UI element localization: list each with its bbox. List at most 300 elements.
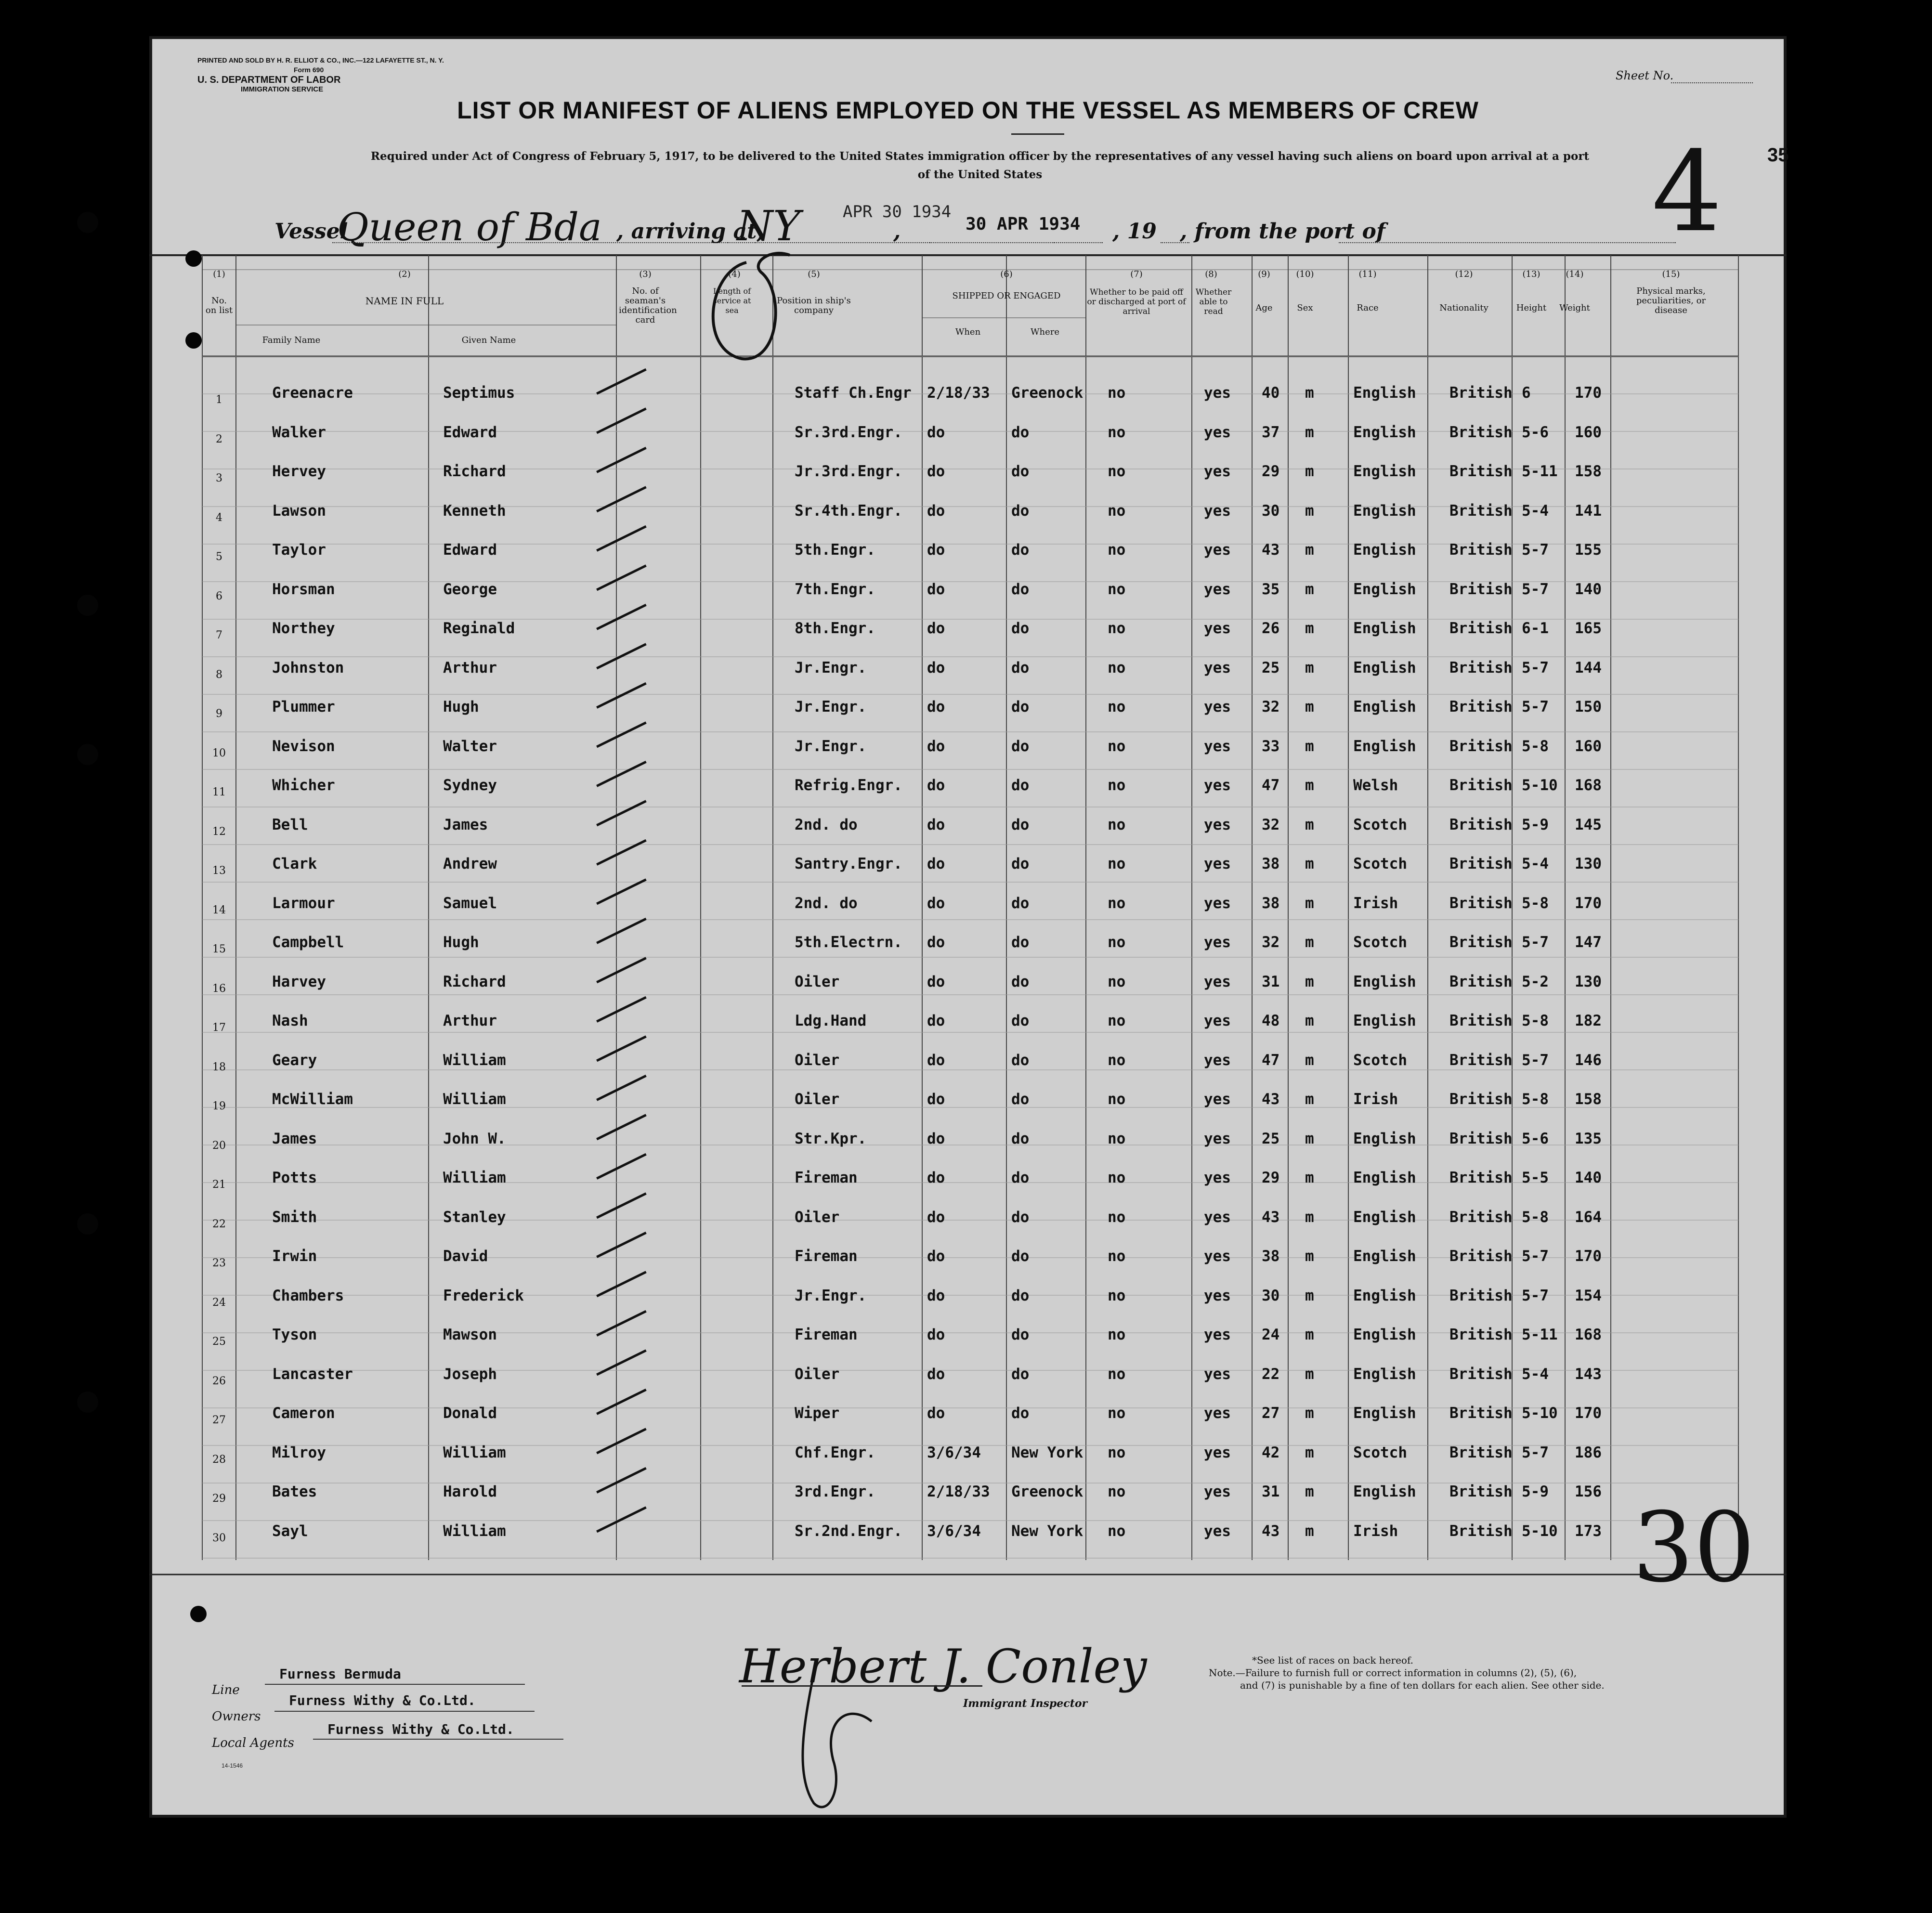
cell-nat: British — [1449, 737, 1513, 755]
cell-position: Wiper — [795, 1405, 840, 1422]
cell-height: 5-8 — [1522, 1091, 1549, 1108]
identification-card-slashes — [149, 36, 1787, 1818]
cell-nat: British — [1449, 1405, 1513, 1422]
slash-mark — [597, 1335, 646, 1390]
col-2-label: NAME IN FULL — [365, 295, 444, 307]
cell-sex: m — [1305, 737, 1314, 755]
cell-age: 43 — [1262, 541, 1280, 559]
inspector-signature: Herbert J. Conley — [739, 1640, 1147, 1693]
cell-age: 40 — [1262, 384, 1280, 402]
col-6-where: Where — [1030, 327, 1059, 337]
slash-mark — [597, 825, 646, 880]
row-number: 4 — [216, 511, 222, 524]
cell-race: English — [1353, 1483, 1416, 1500]
cell-sex: m — [1305, 1248, 1314, 1265]
row-number: 25 — [212, 1336, 226, 1348]
cell-age: 25 — [1262, 1130, 1280, 1147]
cell-position: Oiler — [795, 1051, 840, 1069]
cell-when: do — [927, 1287, 945, 1304]
cell-family: Lawson — [272, 502, 326, 520]
cell-height: 5-7 — [1522, 1444, 1549, 1461]
cell-race: English — [1353, 580, 1416, 598]
row-number: 27 — [212, 1414, 226, 1426]
cell-given: Samuel — [443, 894, 497, 912]
cell-where: do — [1011, 1405, 1030, 1422]
cell-when: do — [927, 1326, 945, 1343]
cell-family: Cameron — [272, 1405, 335, 1422]
cell-race: English — [1353, 1405, 1416, 1422]
cell-where: do — [1011, 1365, 1030, 1383]
cell-given: Harold — [443, 1483, 497, 1500]
cell-position: Oiler — [795, 1091, 840, 1108]
slash-mark — [597, 1492, 646, 1547]
cell-given: William — [443, 1169, 506, 1186]
cell-given: Walter — [443, 737, 497, 755]
cell-read: yes — [1204, 384, 1231, 402]
cell-when: do — [927, 1091, 945, 1108]
cell-nat: British — [1449, 1051, 1513, 1069]
cell-height: 5-7 — [1522, 659, 1549, 677]
cell-race: English — [1353, 737, 1416, 755]
col-11-number: (11) — [1358, 269, 1377, 279]
cell-given: Arthur — [443, 1012, 497, 1029]
cell-where: do — [1011, 855, 1030, 872]
cell-given: James — [443, 816, 488, 833]
cell-height: 5-9 — [1522, 816, 1549, 833]
cell-weight: 140 — [1575, 580, 1602, 598]
cell-family: James — [272, 1130, 317, 1147]
cell-height: 5-4 — [1522, 502, 1549, 520]
cell-where: New York — [1011, 1522, 1083, 1540]
cell-height: 6-1 — [1522, 620, 1549, 637]
cell-nat: British — [1449, 973, 1513, 990]
cell-nat: British — [1449, 1326, 1513, 1343]
cell-weight: 156 — [1575, 1483, 1602, 1500]
cell-race: English — [1353, 384, 1416, 402]
cell-sex: m — [1305, 816, 1314, 833]
row-number: 29 — [212, 1493, 226, 1505]
cell-family: Walker — [272, 423, 326, 441]
col-2-number: (2) — [398, 269, 411, 279]
cell-where: do — [1011, 580, 1030, 598]
row-number: 9 — [216, 708, 222, 720]
cell-race: English — [1353, 1248, 1416, 1265]
cell-when: do — [927, 934, 945, 951]
cell-age: 38 — [1262, 894, 1280, 912]
cell-weight: 143 — [1575, 1365, 1602, 1383]
cell-height: 5-8 — [1522, 894, 1549, 912]
cell-given: Sydney — [443, 777, 497, 794]
cell-age: 47 — [1262, 1051, 1280, 1069]
cell-nat: British — [1449, 620, 1513, 637]
row-number: 2 — [216, 433, 222, 445]
slash-mark — [597, 1139, 646, 1194]
cell-position: 2nd. do — [795, 894, 858, 912]
vessel-name: Queen of Bda — [337, 205, 602, 249]
cell-nat: British — [1449, 1130, 1513, 1147]
cell-given: Andrew — [443, 855, 497, 872]
cell-read: yes — [1204, 1522, 1231, 1540]
cell-read: yes — [1204, 1287, 1231, 1304]
cell-when: do — [927, 423, 945, 441]
date-stamp-1: APR 30 1934 — [843, 202, 952, 221]
cell-race: Scotch — [1353, 816, 1407, 833]
cell-race: English — [1353, 502, 1416, 520]
cell-height: 5-8 — [1522, 1012, 1549, 1029]
cell-weight: 160 — [1575, 737, 1602, 755]
cell-family: Bell — [272, 816, 308, 833]
cell-height: 5-8 — [1522, 1208, 1549, 1226]
cell-height: 5-7 — [1522, 1051, 1549, 1069]
cell-race: English — [1353, 973, 1416, 990]
cell-family: Lancaster — [272, 1365, 353, 1383]
slash-mark — [597, 393, 646, 448]
col-14-number: (14) — [1566, 269, 1584, 279]
cell-paid: no — [1108, 423, 1126, 441]
row-number: 15 — [212, 943, 226, 955]
row-number: 8 — [216, 668, 222, 681]
cell-family: Clark — [272, 855, 317, 872]
cell-family: Nash — [272, 1012, 308, 1029]
cell-given: George — [443, 580, 497, 598]
col-5-number: (5) — [808, 269, 820, 279]
cell-nat: British — [1449, 894, 1513, 912]
cell-given: Reginald — [443, 620, 515, 637]
cell-sex: m — [1305, 777, 1314, 794]
cell-family: Geary — [272, 1051, 317, 1069]
cell-sex: m — [1305, 1405, 1314, 1422]
cell-nat: British — [1449, 1287, 1513, 1304]
slash-mark — [597, 1375, 646, 1429]
cell-family: Taylor — [272, 541, 326, 559]
row-number: 26 — [212, 1375, 226, 1387]
slash-mark — [597, 433, 646, 487]
cell-given: Stanley — [443, 1208, 506, 1226]
cell-height: 5-11 — [1522, 1326, 1558, 1343]
cell-where: do — [1011, 934, 1030, 951]
penalty-note-1: Note.—Failure to furnish full or correct information in columns (2), (5), (6), — [1209, 1667, 1577, 1679]
line-value: Furness Bermuda — [279, 1666, 401, 1682]
line-label: Line — [212, 1683, 240, 1697]
cell-where: do — [1011, 1130, 1030, 1147]
cell-age: 29 — [1262, 1169, 1280, 1186]
cell-position: 7th.Engr. — [795, 580, 875, 598]
cell-sex: m — [1305, 1051, 1314, 1069]
cell-read: yes — [1204, 777, 1231, 794]
cell-weight: 164 — [1575, 1208, 1602, 1226]
cell-position: Str.Kpr. — [795, 1130, 867, 1147]
cell-position: Jr.Engr. — [795, 698, 867, 716]
cell-race: English — [1353, 541, 1416, 559]
cell-age: 42 — [1262, 1444, 1280, 1461]
cell-when: do — [927, 463, 945, 480]
slash-mark — [597, 1178, 646, 1233]
cell-height: 5-10 — [1522, 777, 1558, 794]
cell-where: do — [1011, 620, 1030, 637]
cell-paid: no — [1108, 777, 1126, 794]
cell-sex: m — [1305, 1444, 1314, 1461]
punch-hole — [185, 250, 202, 267]
cell-paid: no — [1108, 737, 1126, 755]
cell-where: do — [1011, 463, 1030, 480]
cell-read: yes — [1204, 816, 1231, 833]
cell-where: do — [1011, 1051, 1030, 1069]
cell-position: Santry.Engr. — [795, 855, 902, 872]
cell-paid: no — [1108, 580, 1126, 598]
cell-weight: 140 — [1575, 1169, 1602, 1186]
cell-read: yes — [1204, 1012, 1231, 1029]
cell-sex: m — [1305, 463, 1314, 480]
cell-family: Northey — [272, 620, 335, 637]
slash-mark — [597, 1061, 646, 1115]
vessel-label: Vessel — [274, 219, 348, 244]
cell-read: yes — [1204, 423, 1231, 441]
cell-weight: 158 — [1575, 1091, 1602, 1108]
from-port-label: , from the port of — [1180, 219, 1385, 244]
cell-position: Jr.Engr. — [795, 737, 867, 755]
col-6-number: (6) — [1000, 269, 1013, 279]
cell-given: Edward — [443, 423, 497, 441]
cell-where: do — [1011, 1012, 1030, 1029]
cell-age: 32 — [1262, 934, 1280, 951]
cell-family: Greenacre — [272, 384, 353, 402]
cell-when: 2/18/33 — [927, 1483, 990, 1500]
punch-hole — [77, 1392, 98, 1413]
cell-family: Horsman — [272, 580, 335, 598]
cell-where: do — [1011, 777, 1030, 794]
cell-paid: no — [1108, 816, 1126, 833]
cell-read: yes — [1204, 1326, 1231, 1343]
cell-sex: m — [1305, 580, 1314, 598]
row-number: 20 — [212, 1139, 226, 1152]
slash-mark — [597, 1218, 646, 1272]
cell-paid: no — [1108, 541, 1126, 559]
cell-sex: m — [1305, 973, 1314, 990]
row-number: 21 — [212, 1179, 226, 1191]
cell-position: 5th.Electrn. — [795, 934, 902, 951]
cell-height: 5-9 — [1522, 1483, 1549, 1500]
cell-when: do — [927, 580, 945, 598]
arrival-port: NY — [737, 202, 801, 250]
cell-weight: 170 — [1575, 1248, 1602, 1265]
cell-sex: m — [1305, 1365, 1314, 1383]
cell-where: Greenock — [1011, 384, 1083, 402]
handwritten-total: 30 — [1632, 1492, 1755, 1604]
cell-paid: no — [1108, 1051, 1126, 1069]
cell-when: 2/18/33 — [927, 384, 990, 402]
date-stamp-2: 30 APR 1934 — [966, 214, 1081, 234]
cell-paid: no — [1108, 1405, 1126, 1422]
col-13-number: (13) — [1522, 269, 1540, 279]
cell-nat: British — [1449, 580, 1513, 598]
slash-mark — [597, 786, 646, 840]
cell-race: Irish — [1353, 1091, 1398, 1108]
cell-where: do — [1011, 1091, 1030, 1108]
signature-flourish — [775, 1664, 920, 1818]
cell-paid: no — [1108, 384, 1126, 402]
cell-race: Scotch — [1353, 934, 1407, 951]
cell-paid: no — [1108, 1483, 1126, 1500]
cell-when: do — [927, 1405, 945, 1422]
row-number: 5 — [216, 551, 222, 563]
cell-when: do — [927, 1248, 945, 1265]
cell-given: Donald — [443, 1405, 497, 1422]
cell-where: do — [1011, 1326, 1030, 1343]
cell-sex: m — [1305, 855, 1314, 872]
col-1-label: No. on list — [205, 296, 233, 315]
col-8-label: Whether able to read — [1195, 287, 1232, 316]
cell-sex: m — [1305, 659, 1314, 677]
row-number: 11 — [212, 786, 226, 798]
handwritten-sheet-number: 4 — [1652, 128, 1723, 257]
manifest-sheet — [149, 36, 1787, 1818]
cell-age: 31 — [1262, 1483, 1280, 1500]
cell-given: Kenneth — [443, 502, 506, 520]
cell-position: Jr.Engr. — [795, 659, 867, 677]
cell-family: Irwin — [272, 1248, 317, 1265]
cell-read: yes — [1204, 1365, 1231, 1383]
cell-when: do — [927, 1208, 945, 1226]
cell-age: 31 — [1262, 973, 1280, 990]
cell-paid: no — [1108, 1248, 1126, 1265]
cell-race: English — [1353, 423, 1416, 441]
cell-race: Scotch — [1353, 1444, 1407, 1461]
cell-given: William — [443, 1051, 506, 1069]
cell-weight: 130 — [1575, 973, 1602, 990]
cell-race: English — [1353, 463, 1416, 480]
cell-position: Staff Ch.Engr — [795, 384, 912, 402]
cell-paid: no — [1108, 1326, 1126, 1343]
cell-age: 38 — [1262, 855, 1280, 872]
cell-sex: m — [1305, 934, 1314, 951]
cell-height: 5-2 — [1522, 973, 1549, 990]
cell-when: do — [927, 1169, 945, 1186]
cell-when: do — [927, 737, 945, 755]
row-number: 16 — [212, 982, 226, 995]
cell-family: Sayl — [272, 1522, 308, 1540]
arriving-label: , arriving at, — [616, 219, 764, 244]
cell-read: yes — [1204, 698, 1231, 716]
row-number: 7 — [216, 629, 222, 641]
cell-height: 5-4 — [1522, 855, 1549, 872]
slash-mark — [597, 1021, 646, 1076]
cell-family: Plummer — [272, 698, 335, 716]
punch-hole — [77, 744, 98, 765]
cell-read: yes — [1204, 541, 1231, 559]
slash-mark — [597, 982, 646, 1037]
row-number: 3 — [216, 472, 222, 484]
cell-weight: 154 — [1575, 1287, 1602, 1304]
cell-when: do — [927, 698, 945, 716]
cell-given: David — [443, 1248, 488, 1265]
cell-race: Scotch — [1353, 1051, 1407, 1069]
page-number: 35 — [1767, 144, 1789, 166]
cell-nat: British — [1449, 384, 1513, 402]
cell-race: English — [1353, 1365, 1416, 1383]
punch-hole — [190, 1606, 207, 1622]
cell-family: Smith — [272, 1208, 317, 1226]
col-14-label: Weight — [1559, 303, 1590, 313]
cell-race: English — [1353, 620, 1416, 637]
slash-mark — [597, 354, 646, 409]
cell-where: do — [1011, 816, 1030, 833]
cell-nat: British — [1449, 855, 1513, 872]
cell-age: 26 — [1262, 620, 1280, 637]
cell-age: 29 — [1262, 463, 1280, 480]
cell-weight: 155 — [1575, 541, 1602, 559]
cell-family: Whicher — [272, 777, 335, 794]
form-number: Form 690 — [294, 66, 324, 74]
slash-mark — [597, 747, 646, 801]
cell-where: New York — [1011, 1444, 1083, 1461]
cell-when: do — [927, 1365, 945, 1383]
cell-age: 30 — [1262, 1287, 1280, 1304]
col-9-label: Age — [1255, 303, 1273, 313]
col-6-when: When — [955, 327, 981, 337]
department-label: U. S. DEPARTMENT OF LABOR — [197, 75, 341, 85]
penalty-note-2: and (7) is punishable by a fine of ten dollars for each alien. See other side. — [1240, 1679, 1605, 1691]
cell-weight: 168 — [1575, 777, 1602, 794]
cell-given: William — [443, 1091, 506, 1108]
cell-where: do — [1011, 659, 1030, 677]
col-4-number: (4) — [728, 269, 741, 279]
cell-read: yes — [1204, 1248, 1231, 1265]
slash-mark — [597, 511, 646, 566]
cell-height: 5-7 — [1522, 580, 1549, 598]
line-rule — [265, 1684, 525, 1685]
cell-read: yes — [1204, 973, 1231, 990]
cell-height: 5-5 — [1522, 1169, 1549, 1186]
cell-nat: British — [1449, 463, 1513, 480]
col-2-given: Given Name — [461, 335, 516, 345]
cell-position: Sr.2nd.Engr. — [795, 1522, 902, 1540]
cell-nat: British — [1449, 1365, 1513, 1383]
cell-family: Bates — [272, 1483, 317, 1500]
col-11-label: Race — [1357, 303, 1379, 313]
cell-weight: 170 — [1575, 894, 1602, 912]
cell-age: 48 — [1262, 1012, 1280, 1029]
cell-age: 32 — [1262, 698, 1280, 716]
cell-read: yes — [1204, 934, 1231, 951]
cell-given: Hugh — [443, 934, 479, 951]
cell-given: William — [443, 1522, 506, 1540]
col-15-label: Physical marks, peculiarities, or disease — [1636, 286, 1706, 315]
cell-sex: m — [1305, 894, 1314, 912]
row-number: 17 — [212, 1022, 226, 1034]
cell-paid: no — [1108, 1012, 1126, 1029]
cell-age: 35 — [1262, 580, 1280, 598]
col-7-number: (7) — [1130, 269, 1143, 279]
cell-weight: 170 — [1575, 384, 1602, 402]
cell-given: Joseph — [443, 1365, 497, 1383]
cell-where: do — [1011, 502, 1030, 520]
races-note: *See list of races on back hereof. — [1252, 1654, 1414, 1666]
cell-sex: m — [1305, 1091, 1314, 1108]
cell-family: Hervey — [272, 463, 326, 480]
row-number: 12 — [212, 825, 226, 838]
row-number: 13 — [212, 865, 226, 877]
cell-read: yes — [1204, 580, 1231, 598]
cell-when: 3/6/34 — [927, 1444, 981, 1461]
sheet-no-label: Sheet No. — [1616, 69, 1674, 82]
cell-race: Irish — [1353, 1522, 1398, 1540]
cell-weight: 147 — [1575, 934, 1602, 951]
cell-sex: m — [1305, 1169, 1314, 1186]
col-9-number: (9) — [1258, 269, 1270, 279]
cell-position: Oiler — [795, 1365, 840, 1383]
cell-nat: British — [1449, 1169, 1513, 1186]
col-8-number: (8) — [1205, 269, 1217, 279]
